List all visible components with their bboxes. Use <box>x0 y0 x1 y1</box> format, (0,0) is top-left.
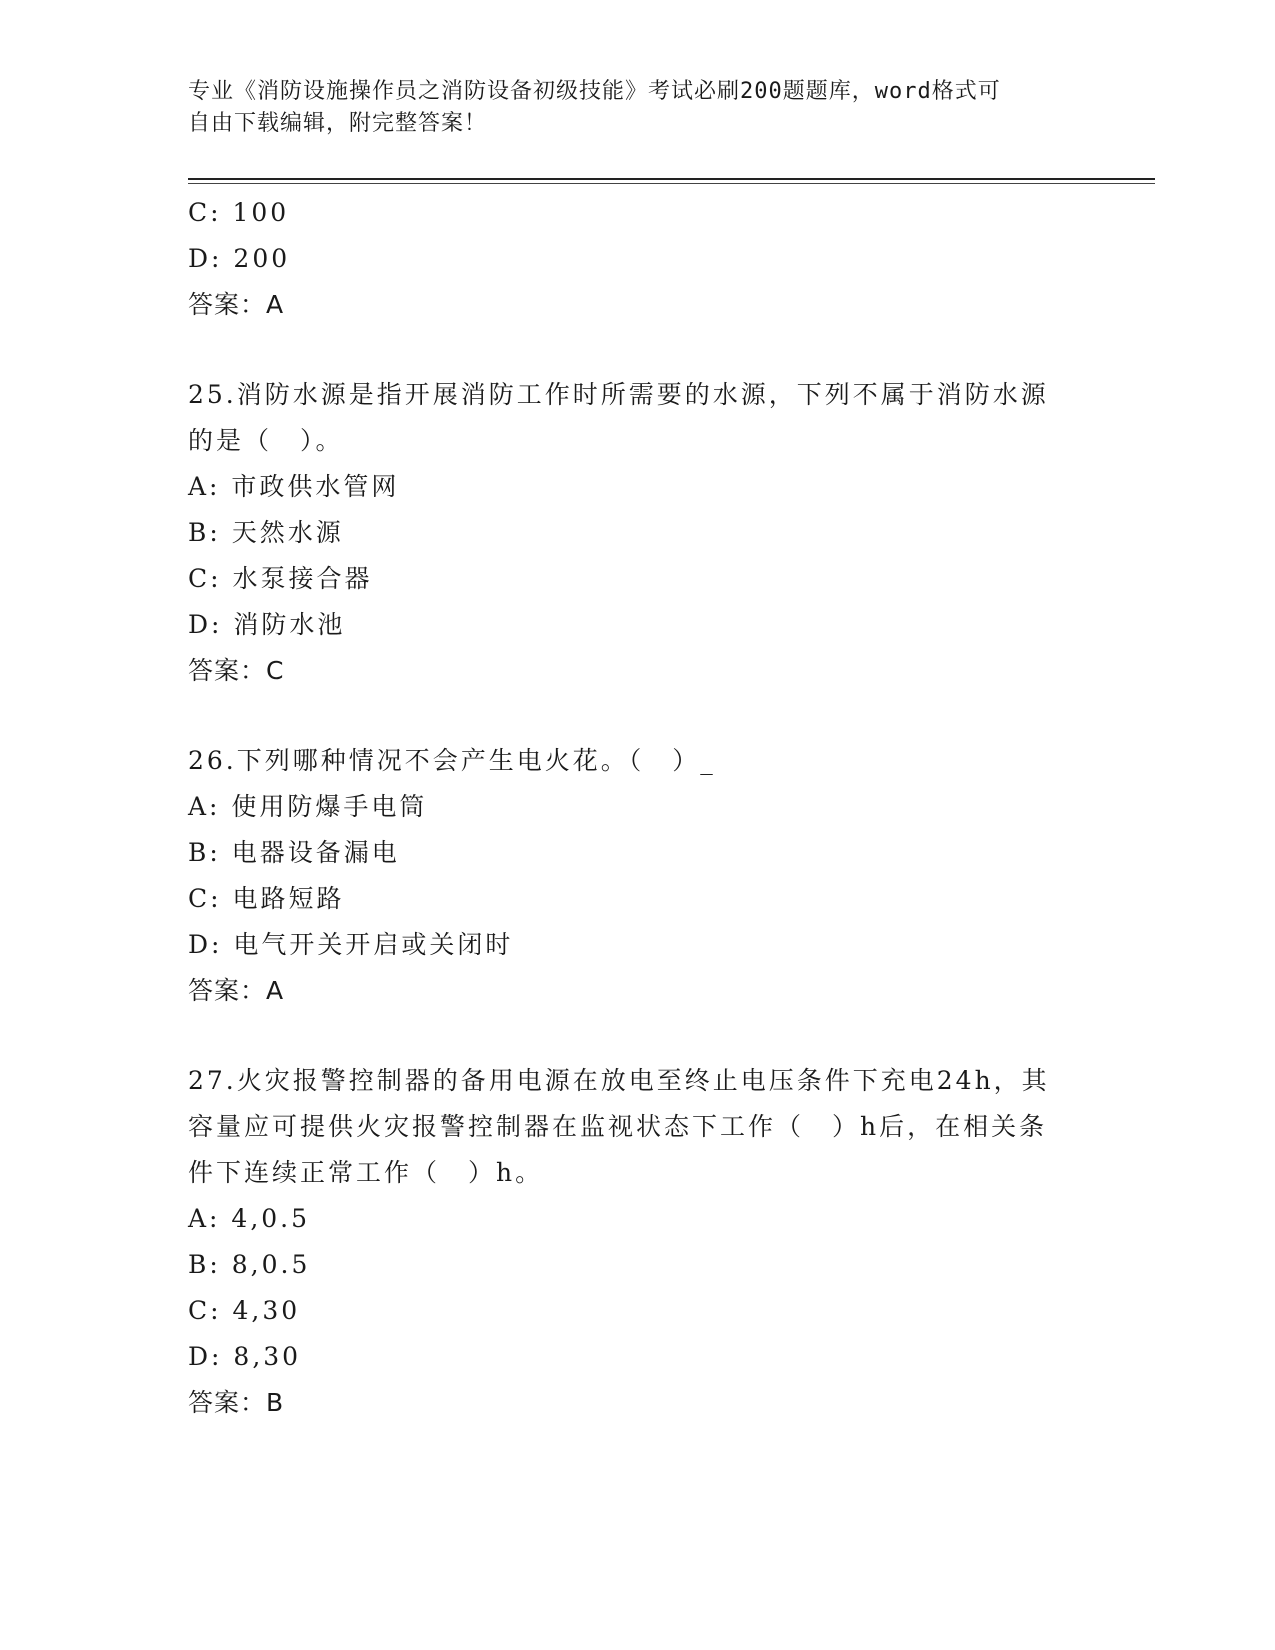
option-b: B: 电器设备漏电 <box>188 838 400 867</box>
question-stem: 件下连续正常工作（ ）h。 <box>188 1158 544 1187</box>
option-c: C: 100 <box>188 198 290 227</box>
option-c: C: 4,30 <box>188 1296 301 1325</box>
option-d: D: 电气开关开启或关闭时 <box>188 930 514 959</box>
option-b: B: 天然水源 <box>188 518 344 547</box>
question-stem: 容量应可提供火灾报警控制器在监视状态下工作（ ）h后，在相关条 <box>188 1112 1048 1141</box>
question-stem: 27.火灾报警控制器的备用电源在放电至终止电压条件下充电24h，其 <box>188 1066 1050 1095</box>
option-a: A: 4,0.5 <box>188 1204 311 1233</box>
answer-line: 答案：A <box>188 976 285 1005</box>
question-25 <box>188 372 1088 694</box>
question-26 <box>188 738 1088 1014</box>
question-stem: 26.下列哪种情况不会产生电火花。（ ）_ <box>188 746 716 775</box>
option-a: A: 市政供水管网 <box>188 472 400 501</box>
header-line-2: 自由下载编辑，附完整答案！ <box>188 111 488 136</box>
question-stem: 的是（ ）。 <box>188 426 344 455</box>
option-a: A: 使用防爆手电筒 <box>188 792 428 821</box>
header-divider-thin <box>188 183 1155 184</box>
question-stem: 25.消防水源是指开展消防工作时所需要的水源，下列不属于消防水源 <box>188 380 1049 409</box>
option-c: C: 水泵接合器 <box>188 564 373 593</box>
previous-question-tail <box>188 190 1088 328</box>
option-d: D: 200 <box>188 244 291 273</box>
answer-line: 答案：B <box>188 1388 285 1417</box>
document-header <box>188 76 1068 140</box>
answer-line: 答案：C <box>188 656 285 685</box>
option-d: D: 消防水池 <box>188 610 346 639</box>
option-b: B: 8,0.5 <box>188 1250 311 1279</box>
header-line-1: 专业《消防设施操作员之消防设备初级技能》考试必刷200题题库，word格式可 <box>188 79 1001 104</box>
option-d: D: 8,30 <box>188 1342 302 1371</box>
question-27 <box>188 1058 1088 1426</box>
answer-line: 答案：A <box>188 290 285 319</box>
header-divider-thick <box>188 178 1155 180</box>
question-content <box>188 190 1088 1426</box>
option-c: C: 电路短路 <box>188 884 345 913</box>
